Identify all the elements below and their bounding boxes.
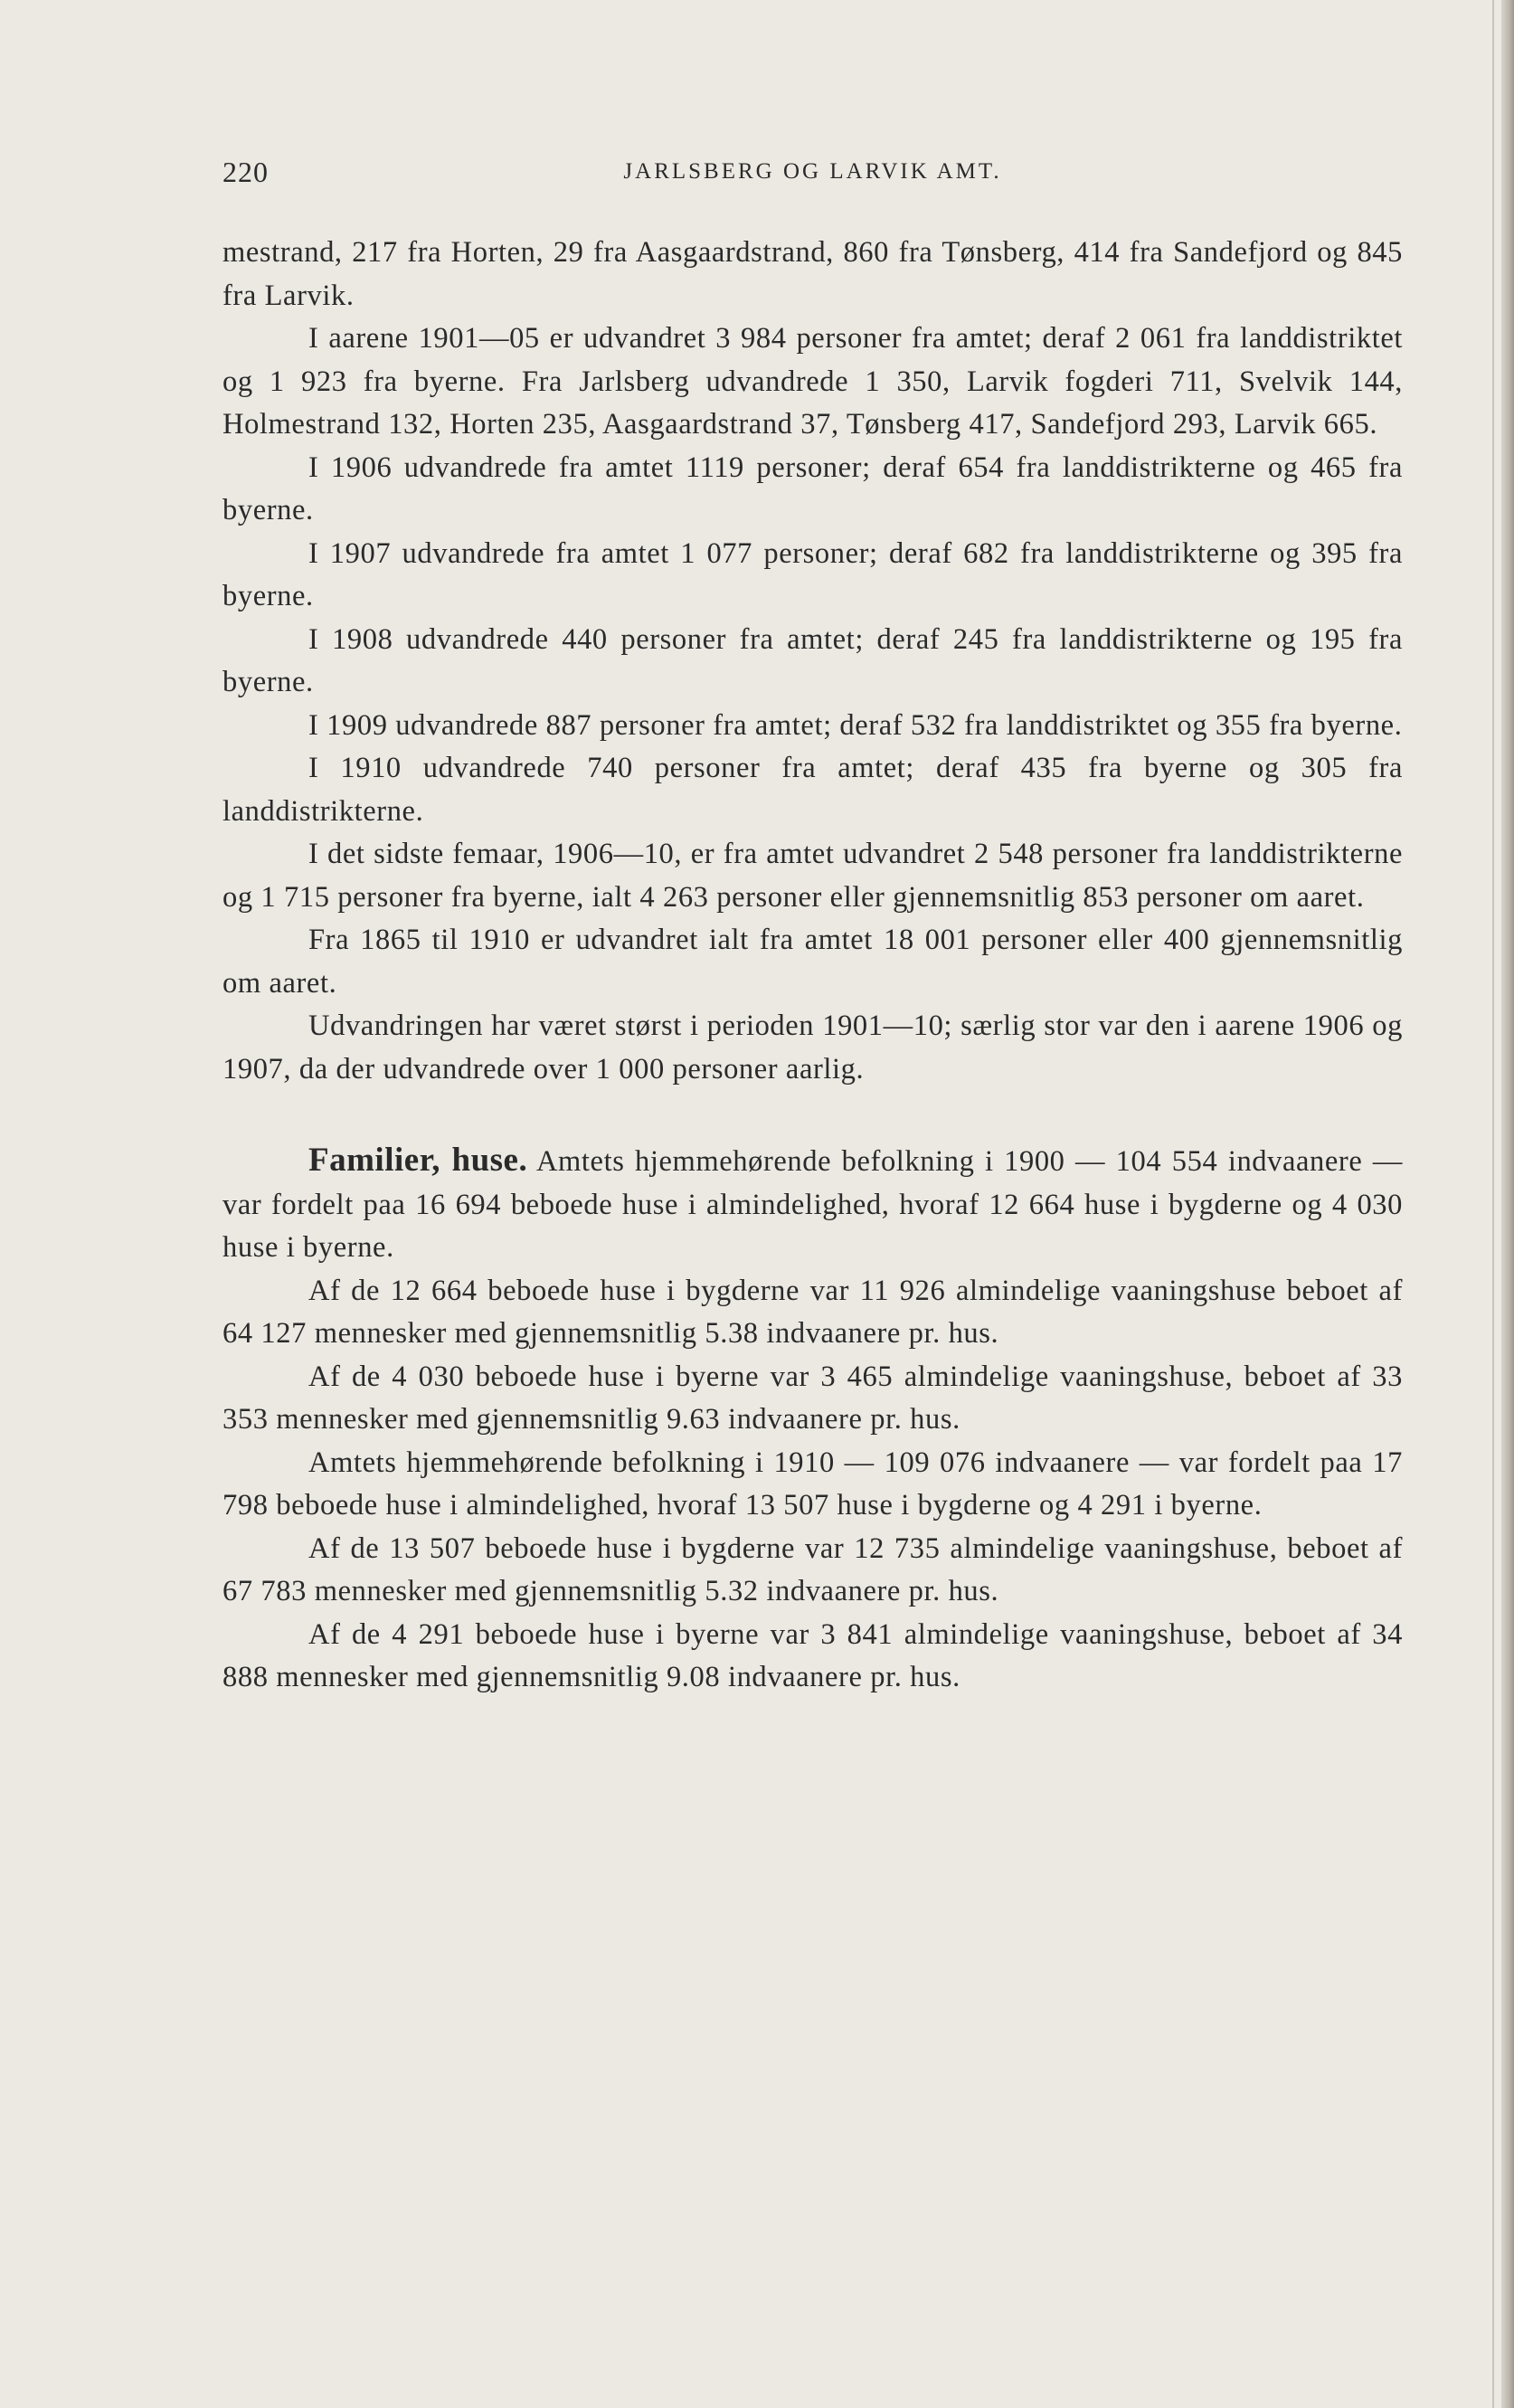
page-edge-shadow xyxy=(1492,0,1494,2408)
paragraph: I det sidste femaar, 1906—10, er fra amtet udvandret 2 548 personer fra landdistrikterne og 1 715 personer fra byerne, ialt 4 263 personer eller gjennemsnitlig 853 personer om aaret. xyxy=(222,838,1403,914)
page-edge xyxy=(1501,0,1514,2408)
section-lead-text: Amtets hjemmehørende befolkning i 1900 — 104 554 indvaanere — var fordelt paa 16 694 beboede huse i almindelighed, hvoraf 12 664 huse i bygderne og 4 030 huse i byerne. xyxy=(222,1145,1403,1264)
paragraph: Af de 4 291 beboede huse i byerne var 3 841 almindelige vaaningshuse, beboet af 34 888 mennesker med gjennemsnitlig 9.08 indvaanere pr. hus. xyxy=(222,1617,1403,1693)
paragraph: Af de 4 030 beboede huse i byerne var 3 465 almindelige vaaningshuse, beboet af 33 353 mennesker med gjennemsnitlig 9.63 indvaanere pr. hus. xyxy=(222,1360,1403,1436)
paragraph: Amtets hjemmehørende befolkning i 1910 — 109 076 indvaanere — var fordelt paa 17 798 beboede huse i almindelighed, hvoraf 13 507 huse i bygderne og 4 291 i byerne. xyxy=(222,1446,1403,1522)
paragraph: Fra 1865 til 1910 er udvandret ialt fra amtet 18 001 personer eller 400 gjennemsnitlig om aaret. xyxy=(222,924,1403,1000)
running-head xyxy=(222,156,1403,192)
paragraph: I aarene 1901—05 er udvandret 3 984 personer fra amtet; deraf 2 061 fra landdistriktet og 1 923 fra byerne. Fra Jarlsberg udvandrede 1 350, Larvik fogderi 711, Svelvik 144, Holmestrand 132, Horten 235, Aasgaardstrand 37, Tønsberg 417, Sandefjord 293, Larvik 665. xyxy=(222,322,1403,441)
page-number: 220 xyxy=(222,156,269,188)
body-text xyxy=(222,232,1403,1700)
paragraph: Af de 13 507 beboede huse i bygderne var 12 735 almindelige vaaningshuse, beboet af 67 783 mennesker med gjennemsnitlig 5.32 indvaanere pr. hus. xyxy=(222,1531,1403,1607)
paragraph: Af de 12 664 beboede huse i bygderne var 11 926 almindelige vaaningshuse beboet af 64 127 mennesker med gjennemsnitlig 5.38 indvaanere pr. hus. xyxy=(222,1274,1403,1350)
paragraph: mestrand, 217 fra Horten, 29 fra Aasgaardstrand, 860 fra Tønsberg, 414 fra Sandefjord og 845 fra Larvik. xyxy=(222,236,1403,312)
paragraph: I 1906 udvandrede fra amtet 1119 personer; deraf 654 fra landdistrikterne og 465 fra byerne. xyxy=(222,450,1403,526)
section-lead-paragraph xyxy=(222,1139,1403,1270)
paragraph: I 1908 udvandrede 440 personer fra amtet; deraf 245 fra landdistrikterne og 195 fra byerne. xyxy=(222,622,1403,698)
paragraph: I 1909 udvandrede 887 personer fra amtet; deraf 532 fra landdistriktet og 355 fra byerne. xyxy=(308,708,1403,742)
section-gap xyxy=(222,1091,1403,1139)
section-heading: Familier, huse. xyxy=(308,1142,528,1179)
paragraph: I 1910 udvandrede 740 personer fra amtet; deraf 435 fra byerne og 305 fra landdistrikterne. xyxy=(222,752,1403,828)
paragraph: Udvandringen har været størst i perioden 1901—10; særlig stor var den i aarene 1906 og 1907, da der udvandrede over 1 000 personer aarlig. xyxy=(222,1010,1403,1085)
paragraph: I 1907 udvandrede fra amtet 1 077 personer; deraf 682 fra landdistrikterne og 395 fra byerne. xyxy=(222,536,1403,612)
page-header-title: JARLSBERG OG LARVIK AMT. xyxy=(623,159,1002,184)
